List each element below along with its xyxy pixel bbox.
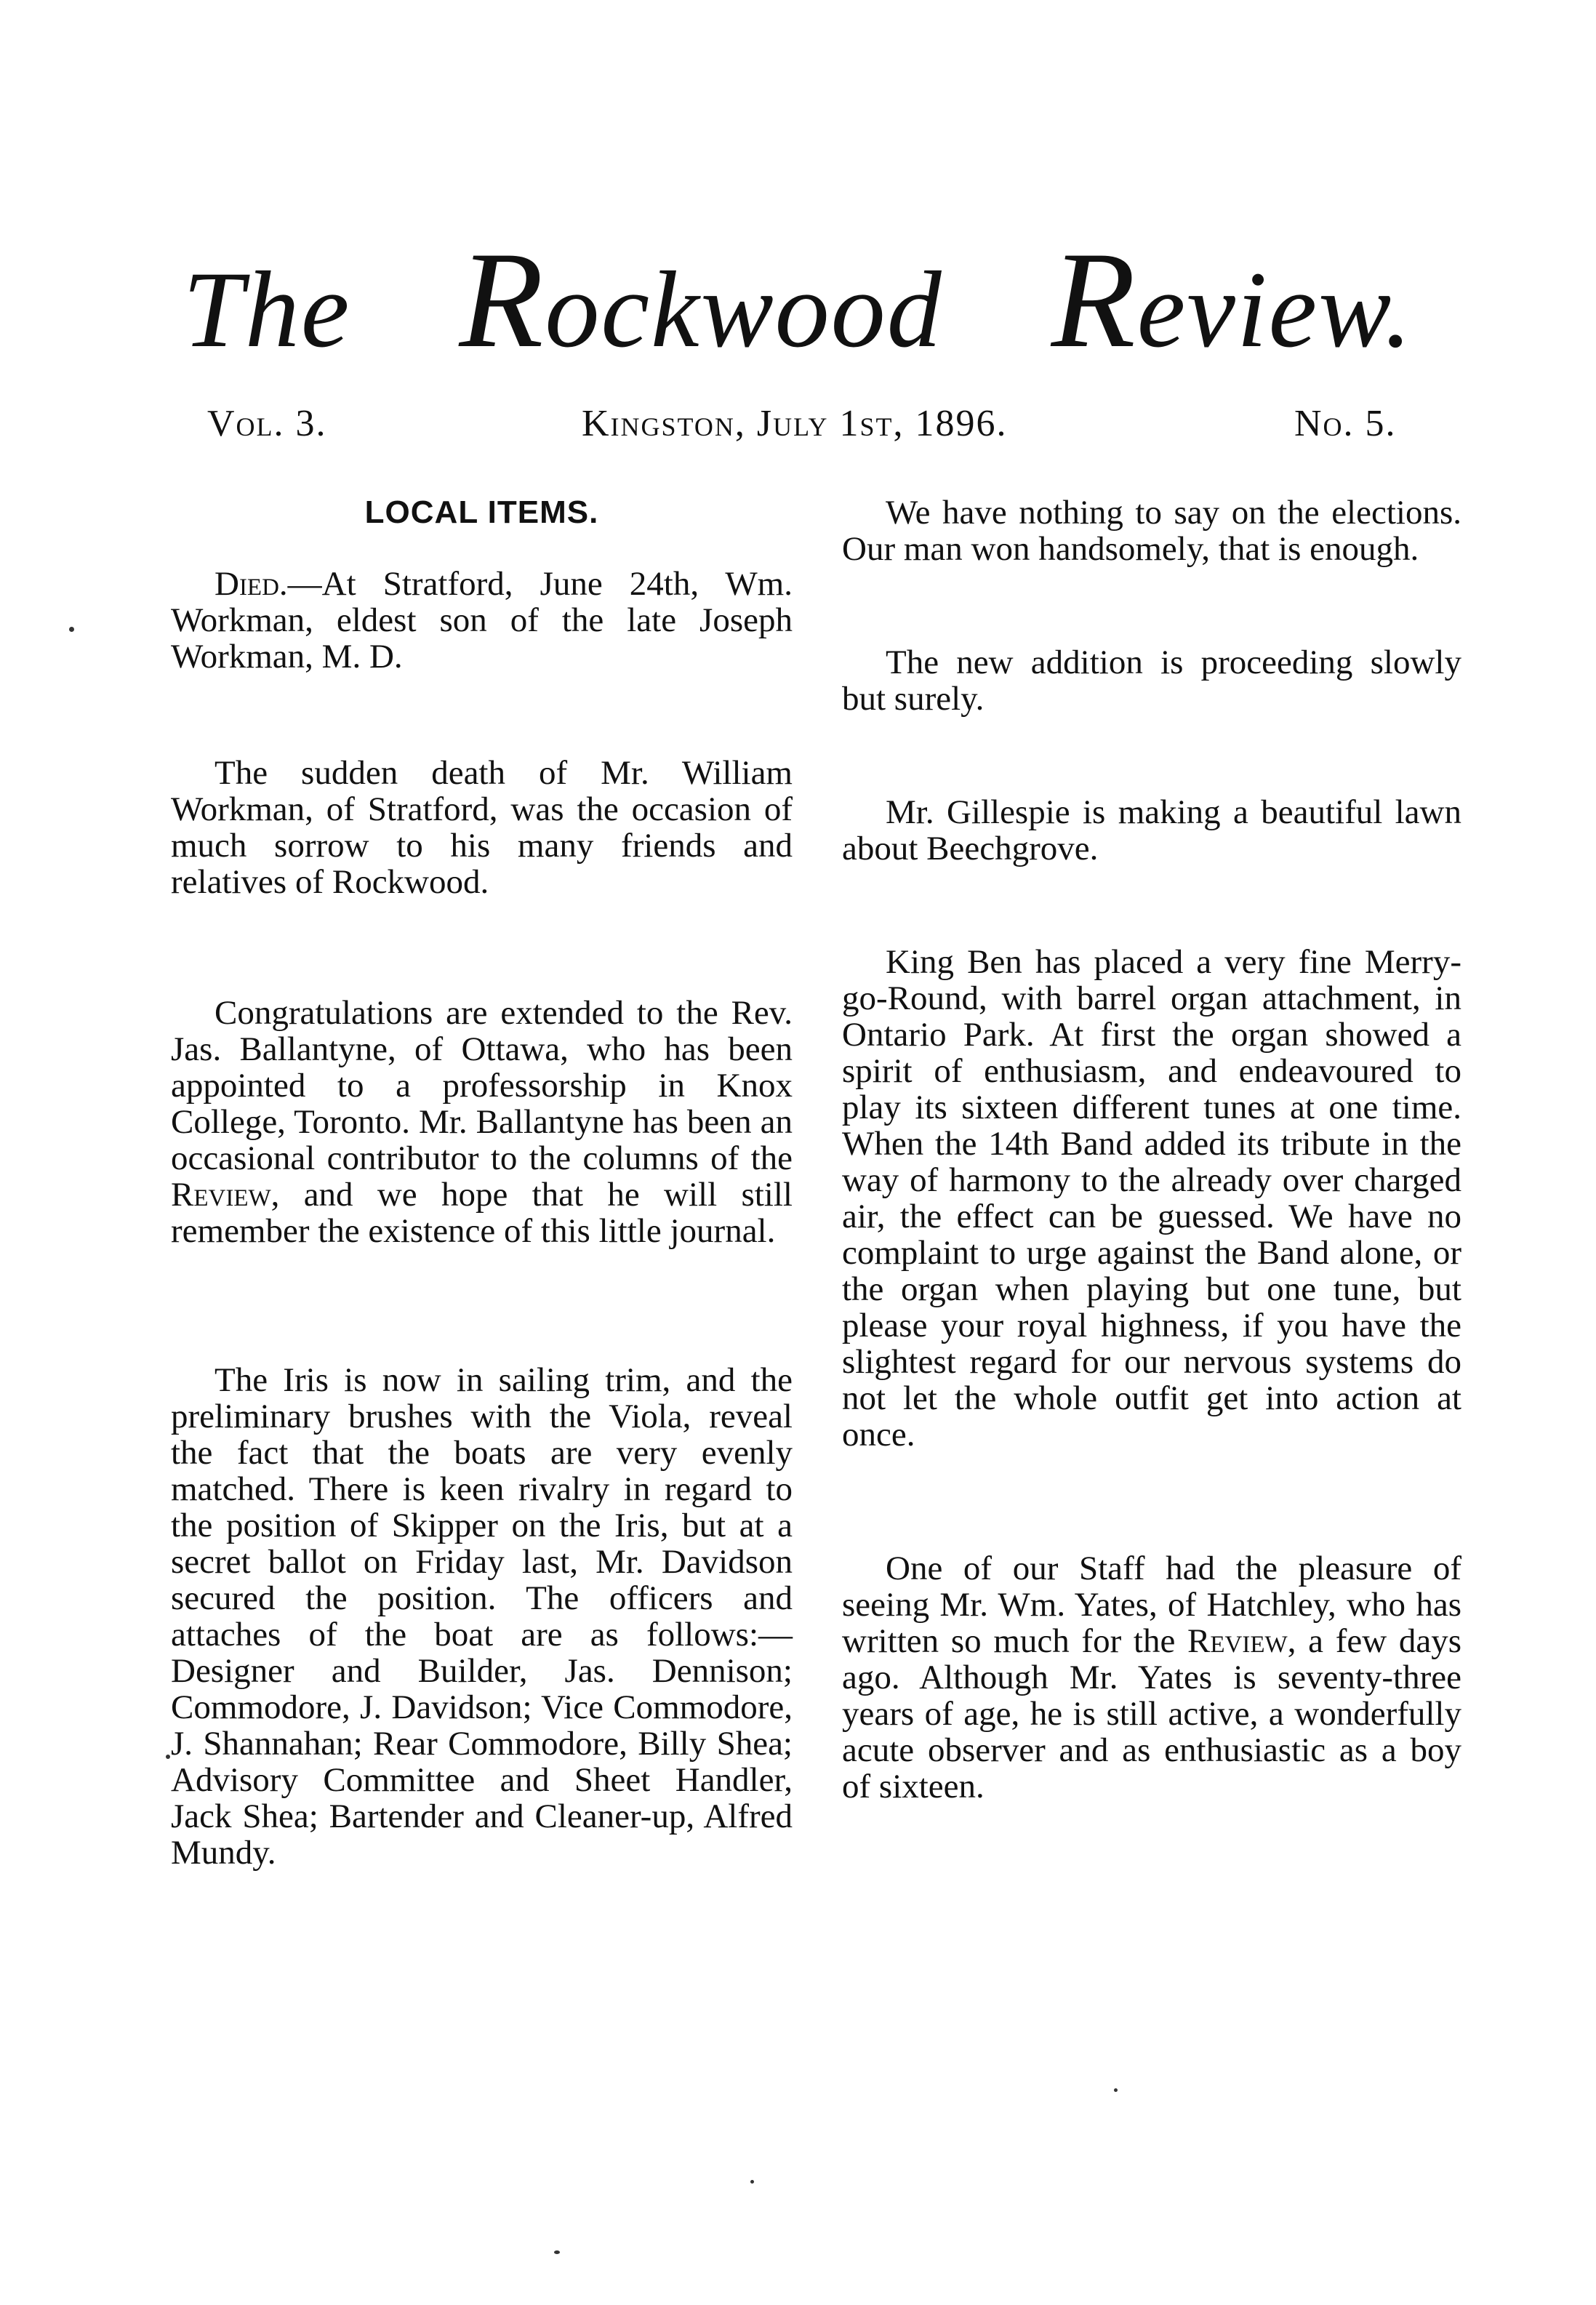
item-elections: We have nothing to say on the elections. Our man won handsomely, that is enough.	[842, 494, 1461, 568]
masthead-r-rockwood: R	[459, 224, 545, 377]
review-reference: Review	[171, 1176, 271, 1214]
item-congratulations	[171, 995, 793, 1249]
item-wm-yates	[842, 1550, 1461, 1805]
ink-speck	[750, 2180, 754, 2184]
masthead-title	[0, 224, 1596, 377]
section-heading-local-items: LOCAL ITEMS.	[364, 494, 599, 530]
issue-number: No. 5.	[1294, 403, 1397, 444]
issue-volume: Vol. 3.	[207, 403, 327, 444]
died-label: Died.	[214, 565, 288, 603]
masthead-the: The	[183, 249, 351, 370]
item-merry-go-round: King Ben has placed a very fine Merry-go-Round, with barrel organ attachment, in Ontario Park. At first the organ showed a spirit of enthusiasm, and endeavoured to play its sixteen different tunes at one time. When the 14th Band added its tribute in the way of harmony to the already over charged air, the effect can be guessed. We have no complaint to urge against the Band alone, or the organ when playing but one tune, but please your royal highness, if you have the slightest regard for our nervous systems do not let the whole outfit get into action at once.	[842, 943, 1461, 1454]
item-new-addition: The new addition is proceeding slowly but surely.	[842, 644, 1461, 718]
review-reference: Review	[1187, 1622, 1288, 1660]
left-column	[171, 494, 793, 1871]
masthead-r-review: R	[1051, 224, 1137, 377]
congratulations-text-end: , and we hope that he will still remember the existence of this little journal.	[171, 1176, 793, 1250]
item-died-notice	[171, 566, 793, 675]
masthead-review: eview.	[1136, 249, 1413, 370]
ink-speck	[554, 2250, 560, 2254]
congratulations-text-start: Congratulations are extended to the Rev. Jas. Ballantyne, of Ottawa, who has been appointed to a professorship in Knox College, Toronto. Mr. Ballantyne has been an occasional contributor to the columns of the	[171, 994, 793, 1177]
yates-text-end: , a few days ago. Although Mr. Yates is seventy-three years of age, he is still active, a wonderfully acute observer and as enthusiastic as a boy of sixteen.	[842, 1622, 1461, 1805]
died-text: —At Stratford, June 24th, Wm. Workman, eldest son of the late Joseph Workman, M. D.	[171, 565, 793, 676]
ink-speck	[69, 627, 74, 632]
issue-place-date: Kingston, July 1st, 1896.	[582, 403, 1008, 444]
item-sudden-death: The sudden death of Mr. William Workman, of Stratford, was the occasion of much sorrow to his many friends and relatives of Rockwood.	[171, 754, 793, 901]
ink-speck	[166, 1755, 170, 1759]
right-column	[842, 494, 1461, 1805]
item-gillespie-lawn: Mr. Gillespie is making a beautiful lawn about Beechgrove.	[842, 793, 1461, 867]
yates-text-start: One of our Staff had the pleasure of seeing Mr. Wm. Yates, of Hatchley, who has written so much for the	[842, 1550, 1461, 1660]
masthead-rockwood: ockwood	[545, 249, 943, 370]
item-iris-boat: The Iris is now in sailing trim, and the preliminary brushes with the Viola, reveal the fact that the boats are very evenly matched. There is keen rivalry in regard to the position of Skipper on the Iris, but at a secret ballot on Friday last, Mr. Davidson secured the position. The officers and attaches of the boat are as follows:—Designer and Builder, Jas. Dennison; Commodore, J. Davidson; Vice Commodore, J. Shannahan; Rear Commodore, Billy Shea; Advisory Committee and Sheet Handler, Jack Shea; Bartender and Cleaner-up, Alfred Mundy.	[171, 1361, 793, 1872]
ink-speck	[1114, 2088, 1118, 2092]
